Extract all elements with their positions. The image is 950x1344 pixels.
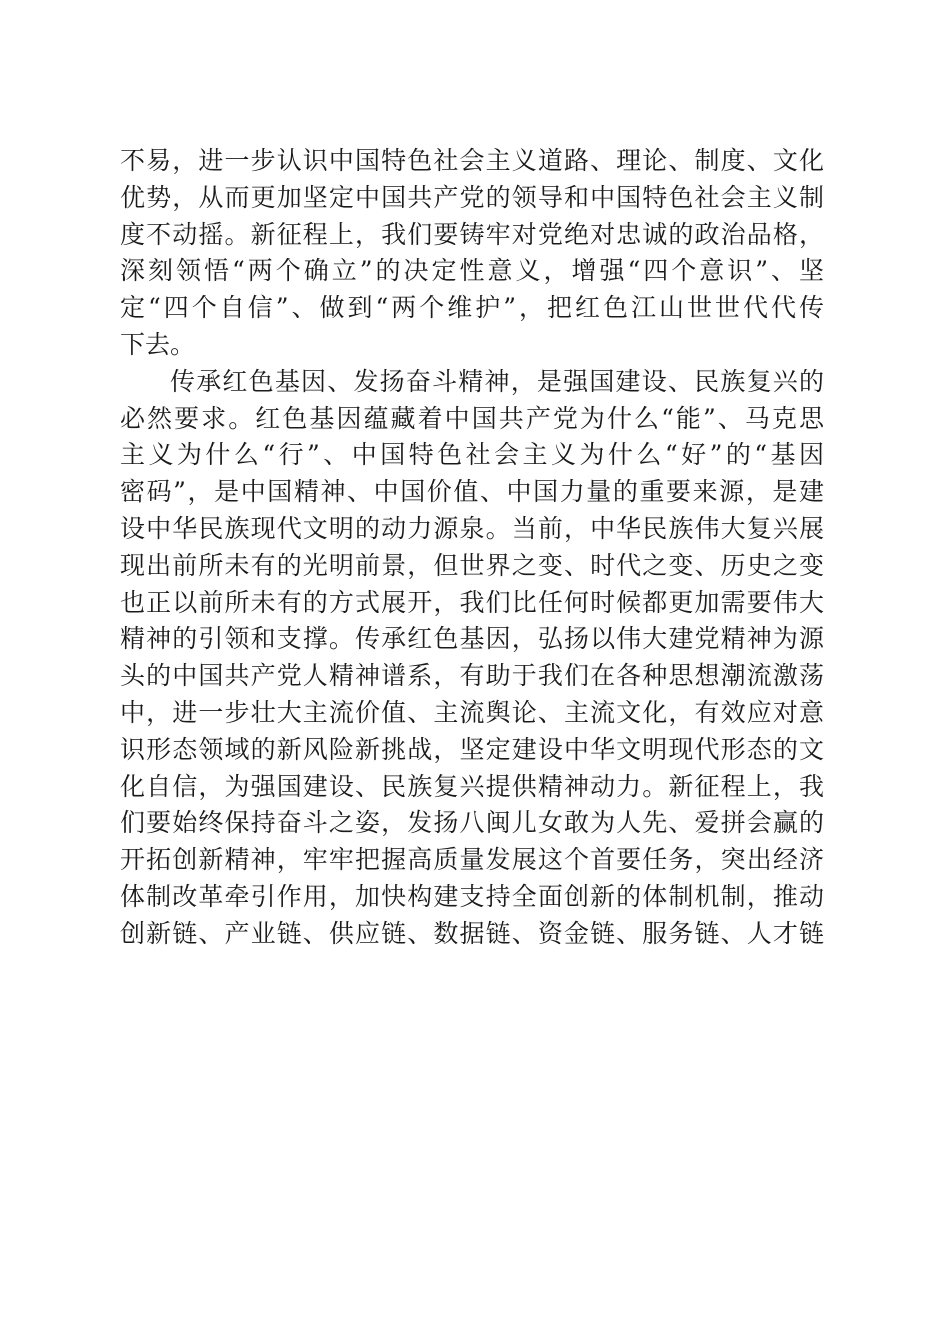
text-line: 体制改革牵引作用，加快构建支持全面创新的体制机制，推动 [120, 881, 824, 911]
text-line: 深刻领悟“两个确立”的决定性意义，增强“四个意识”、坚 [120, 256, 824, 286]
text-line: 主义为什么“行”、中国特色社会主义为什么“好”的“基因 [120, 440, 824, 470]
text-line: 优势，从而更加坚定中国共产党的领导和中国特色社会主义制 [120, 182, 824, 212]
text-line: 不易，进一步认识中国特色社会主义道路、理论、制度、文化 [120, 146, 824, 175]
text-line: 传承红色基因、发扬奋斗精神，是强国建设、民族复兴的 [170, 366, 824, 396]
text-line: 中，进一步壮大主流价值、主流舆论、主流文化，有效应对意 [120, 697, 824, 727]
text-line: 必然要求。红色基因蕴藏着中国共产党为什么“能”、马克思 [120, 403, 824, 433]
text-line: 化自信，为强国建设、民族复兴提供精神动力。新征程上，我 [120, 771, 824, 801]
document-body [120, 143, 824, 953]
text-line: 也正以前所未有的方式展开，我们比任何时候都更加需要伟大 [120, 587, 824, 617]
text-line: 开拓创新精神，牢牢把握高质量发展这个首要任务，突出经济 [120, 845, 824, 875]
text-line: 识形态领域的新风险新挑战，坚定建设中华文明现代形态的文 [120, 734, 824, 764]
paragraph-2 [120, 364, 824, 953]
text-line: 精神的引领和支撑。传承红色基因，弘扬以伟大建党精神为源 [120, 624, 824, 654]
text-line: 现出前所未有的光明前景，但世界之变、时代之变、历史之变 [120, 550, 824, 580]
text-line: 头的中国共产党人精神谱系，有助于我们在各种思想潮流激荡 [120, 661, 824, 691]
text-line: 度不动摇。新征程上，我们要铸牢对党绝对忠诚的政治品格， [120, 219, 824, 249]
text-line: 们要始终保持奋斗之姿，发扬八闽儿女敢为人先、爱拼会赢的 [120, 808, 824, 838]
text-line: 密码”，是中国精神、中国价值、中国力量的重要来源，是建 [120, 477, 824, 507]
text-line: 下去。 [120, 329, 196, 359]
paragraph-1 [120, 143, 824, 364]
text-line: 创新链、产业链、供应链、数据链、资金链、服务链、人才链 [120, 918, 824, 948]
text-line: 定“四个自信”、做到“两个维护”，把红色江山世世代代传 [120, 293, 824, 323]
text-line: 设中华民族现代文明的动力源泉。当前，中华民族伟大复兴展 [120, 513, 824, 543]
